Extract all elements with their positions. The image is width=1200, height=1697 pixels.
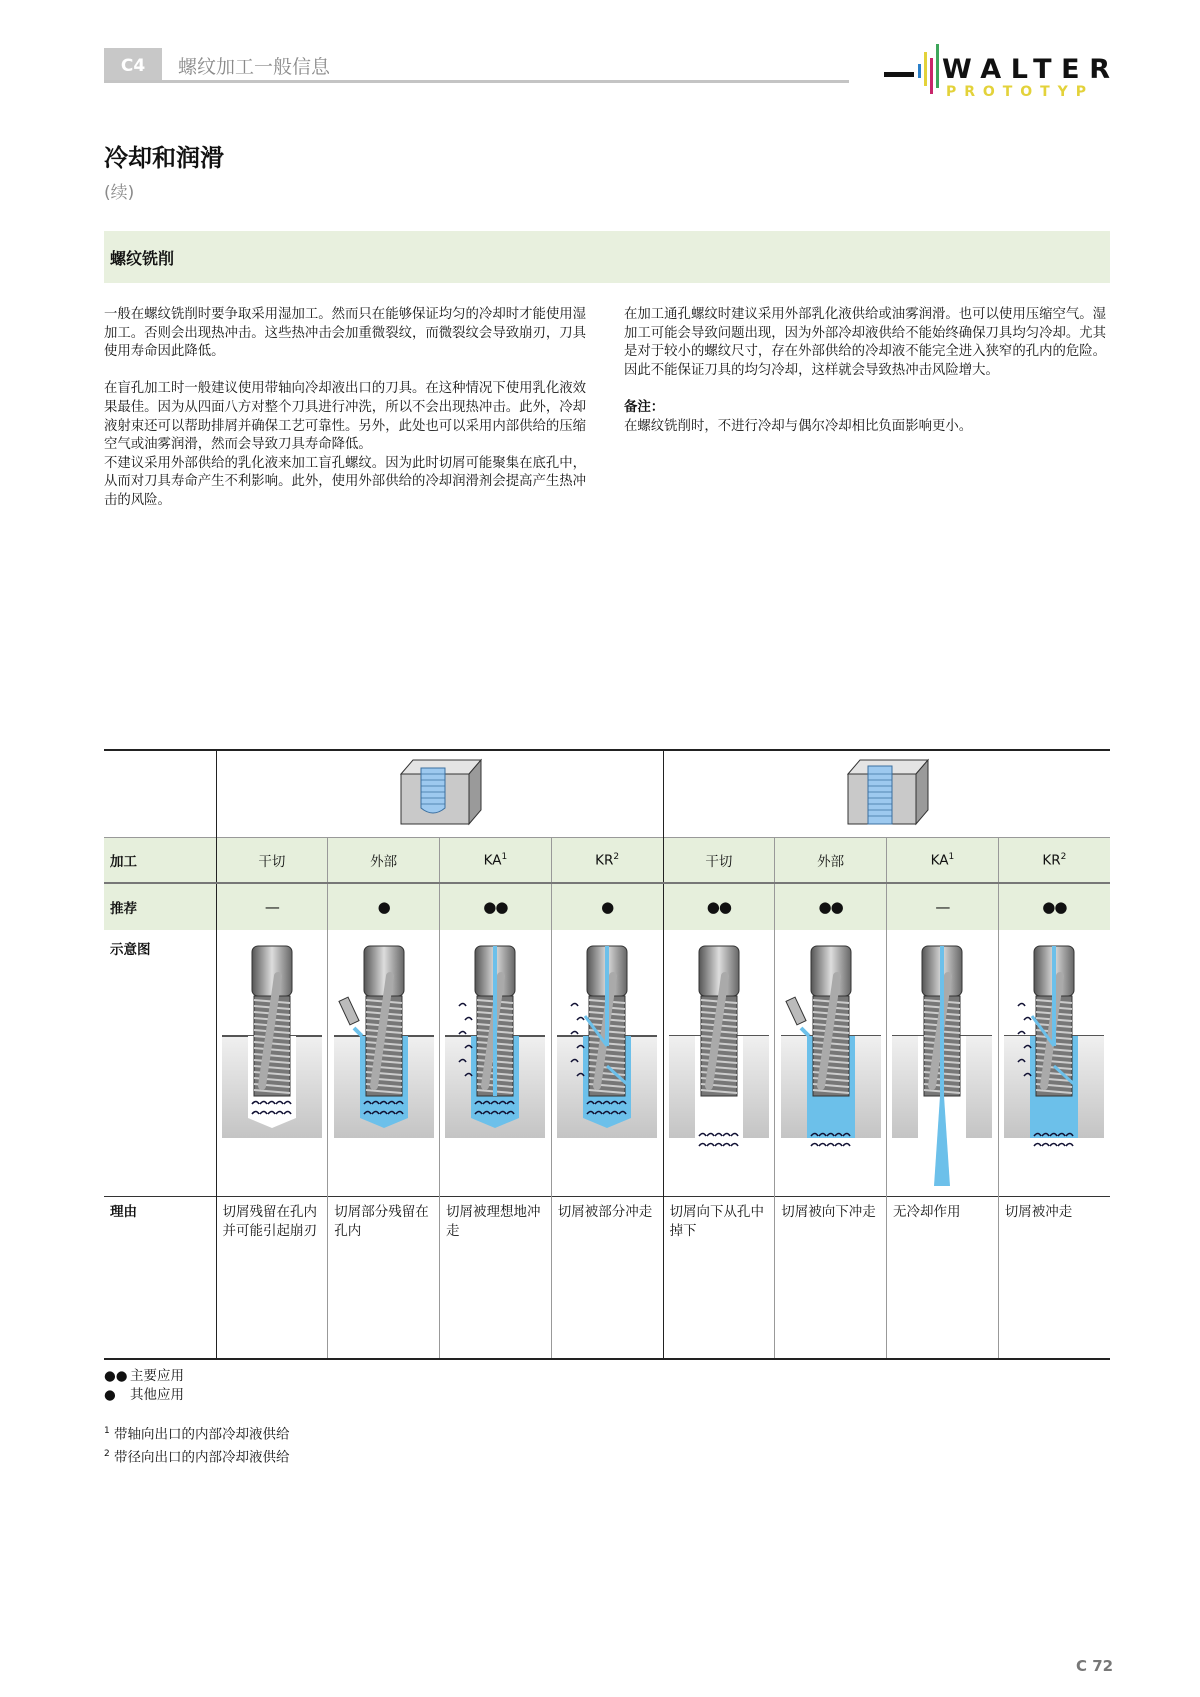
paragraph: 在加工通孔螺纹时建议采用外部乳化液供给或油雾润滑。也可以使用压缩空气。湿加工可能会导致问题出现，因为外部冷却液供给不能始终确保刀具均匀冷却。尤其是对于较小的螺纹尺寸，存在外部供给的冷却液不能完全进入狭窄的孔内的危险。因此不能保证刀具的均匀冷却，这样就会导致热冲击风险增大。 [624, 307, 1107, 378]
reason-cell: 切屑向下从孔中掉下 [663, 1196, 775, 1359]
diagram-cell [663, 930, 775, 1196]
page-title: 冷却和润滑 [104, 144, 224, 172]
chapter-title: 螺纹加工一般信息 [178, 56, 331, 78]
footnote-ref: 1 [948, 851, 955, 862]
reason-cell: 切屑部分残留在孔内 [328, 1196, 440, 1359]
recommend-symbol: ● [377, 898, 390, 916]
process-cell [440, 837, 552, 883]
process-row [104, 837, 1110, 883]
legend-item [104, 1386, 184, 1405]
process-label: KR [1042, 852, 1061, 868]
footnote [104, 1445, 290, 1468]
thread-mill-axial-through-illustration [887, 936, 998, 1190]
diagram-cell [440, 930, 552, 1196]
row-label-diagram: 示意图 [110, 942, 151, 958]
thread-mill-radial-through-illustration [999, 936, 1110, 1190]
recommend-cell [775, 883, 887, 930]
footnote-text: 带径向出口的内部冷却液供给 [114, 1449, 290, 1465]
footnotes [104, 1422, 290, 1467]
recommend-symbol: ●● [706, 898, 731, 916]
footnote-ref: 1 [501, 851, 508, 862]
continued-label: (续) [104, 183, 135, 203]
process-cell [216, 837, 328, 883]
process-label: 外部 [370, 853, 398, 870]
process-cell [328, 837, 440, 883]
process-label: KA [483, 852, 502, 868]
process-label: 外部 [817, 853, 845, 870]
recommend-symbol: — [935, 898, 950, 916]
process-cell [663, 837, 775, 883]
process-label: 干切 [258, 853, 286, 870]
diagram-cell [216, 930, 328, 1196]
process-label: KR [595, 852, 614, 868]
thread-mill-external-blind-illustration [328, 936, 439, 1190]
reason-cell: 切屑被冲走 [998, 1196, 1110, 1359]
row-label-reason: 理由 [104, 1196, 216, 1359]
row-label-process: 加工 [104, 837, 216, 883]
reason-cell: 无冷却作用 [887, 1196, 999, 1359]
page-number: C 72 [1076, 1657, 1114, 1675]
footnote-mark: 1 [104, 1426, 110, 1436]
reason-cell: 切屑被理想地冲走 [440, 1196, 552, 1359]
footnote-ref: 2 [1060, 851, 1067, 862]
legend-item [104, 1367, 184, 1386]
svg-text:PROTOTYP: PROTOTYP [946, 84, 1086, 100]
coolant-table [104, 749, 1110, 1360]
thread-mill-dry-blind-illustration [217, 936, 328, 1190]
legend-symbol: ●● [104, 1368, 128, 1384]
legend-symbol: ● [104, 1387, 116, 1403]
footnote [104, 1422, 290, 1445]
walter-logo [882, 44, 1112, 106]
diagram-cell [551, 930, 663, 1196]
row-label-recommend: 推荐 [104, 883, 216, 930]
header-rule [104, 80, 849, 83]
thread-mill-radial-blind-illustration [552, 936, 663, 1190]
legend-text: 其他应用 [130, 1387, 184, 1403]
recommend-symbol: — [264, 898, 279, 916]
recommend-cell [216, 883, 328, 930]
diagram-cell [887, 930, 999, 1196]
recommend-symbol: ● [601, 898, 614, 916]
process-cell [775, 837, 887, 883]
reason-cell: 切屑被部分冲走 [551, 1196, 663, 1359]
chapter-badge: C4 [104, 48, 162, 82]
hole-type-row [104, 750, 1110, 837]
paragraph: 不建议采用外部供给的乳化液来加工盲孔螺纹。因为此时切屑可能聚集在底孔中，从而对刀具寿命产生不利影响。此外，使用外部供给的冷却润滑剂会提高产生热冲击的风险。 [104, 455, 587, 508]
recommend-cell [887, 883, 999, 930]
recommend-cell [440, 883, 552, 930]
blind-hole-image [216, 750, 663, 837]
thread-mill-axial-blind-illustration [440, 936, 551, 1190]
reason-cell: 切屑被向下冲走 [775, 1196, 887, 1359]
reason-cell: 切屑残留在孔内并可能引起崩刃 [216, 1196, 328, 1359]
process-cell [998, 837, 1110, 883]
diagram-cell [775, 930, 887, 1196]
diagram-cell [998, 930, 1110, 1196]
section-band [104, 231, 1110, 283]
diagram-cell [328, 930, 440, 1196]
recommend-symbol: ●● [1042, 898, 1067, 916]
footnote-mark: 2 [104, 1448, 110, 1459]
recommend-cell [328, 883, 440, 930]
paragraph: 在盲孔加工时一般建议使用带轴向冷却液出口的刀具。在这种情况下使用乳化液效果最佳。因为从四面八方对整个刀具进行冲洗，所以不会出现热冲击。此外，冷却液射束还可以帮助排屑并确保工艺可靠性。另外，此处也可以采用内部供给的压缩空气或油雾润滑，然而会导致刀具寿命降低。 [104, 381, 587, 453]
footnote-text: 带轴向出口的内部冷却液供给 [114, 1426, 290, 1443]
footnote-ref: 2 [613, 851, 620, 862]
recommend-row [104, 883, 1110, 930]
recommend-symbol: ●● [818, 898, 843, 916]
legend [104, 1367, 184, 1405]
recommend-cell [998, 883, 1110, 930]
note-label: 备注： [624, 399, 665, 415]
through-hole-image [663, 750, 1110, 837]
reason-row [104, 1196, 1110, 1359]
right-column-text [624, 306, 1112, 455]
thread-mill-dry-through-illustration [664, 936, 775, 1190]
left-column-text [104, 306, 594, 529]
paragraph: 一般在螺纹铣削时要争取采用湿加工。然而只在能够保证均匀的冷却时才能使用湿加工。否则会出现热冲击。这些热冲击会加重微裂纹，而微裂纹会导致崩刃，刀具使用寿命因此降低。 [104, 307, 587, 360]
note-text: 在螺纹铣削时，不进行冷却与偶尔冷却相比负面影响更小。 [624, 418, 973, 434]
diagram-row [104, 930, 1110, 1196]
thread-mill-external-through-illustration [775, 936, 886, 1190]
recommend-symbol: ●● [483, 898, 508, 916]
recommend-cell [663, 883, 775, 930]
process-label: KA [930, 852, 949, 868]
svg-text:WALTER: WALTER [942, 54, 1110, 85]
section-title: 螺纹铣削 [110, 249, 175, 268]
process-cell [887, 837, 999, 883]
process-label: 干切 [705, 853, 733, 870]
recommend-cell [551, 883, 663, 930]
process-cell [551, 837, 663, 883]
legend-text: 主要应用 [130, 1368, 184, 1384]
